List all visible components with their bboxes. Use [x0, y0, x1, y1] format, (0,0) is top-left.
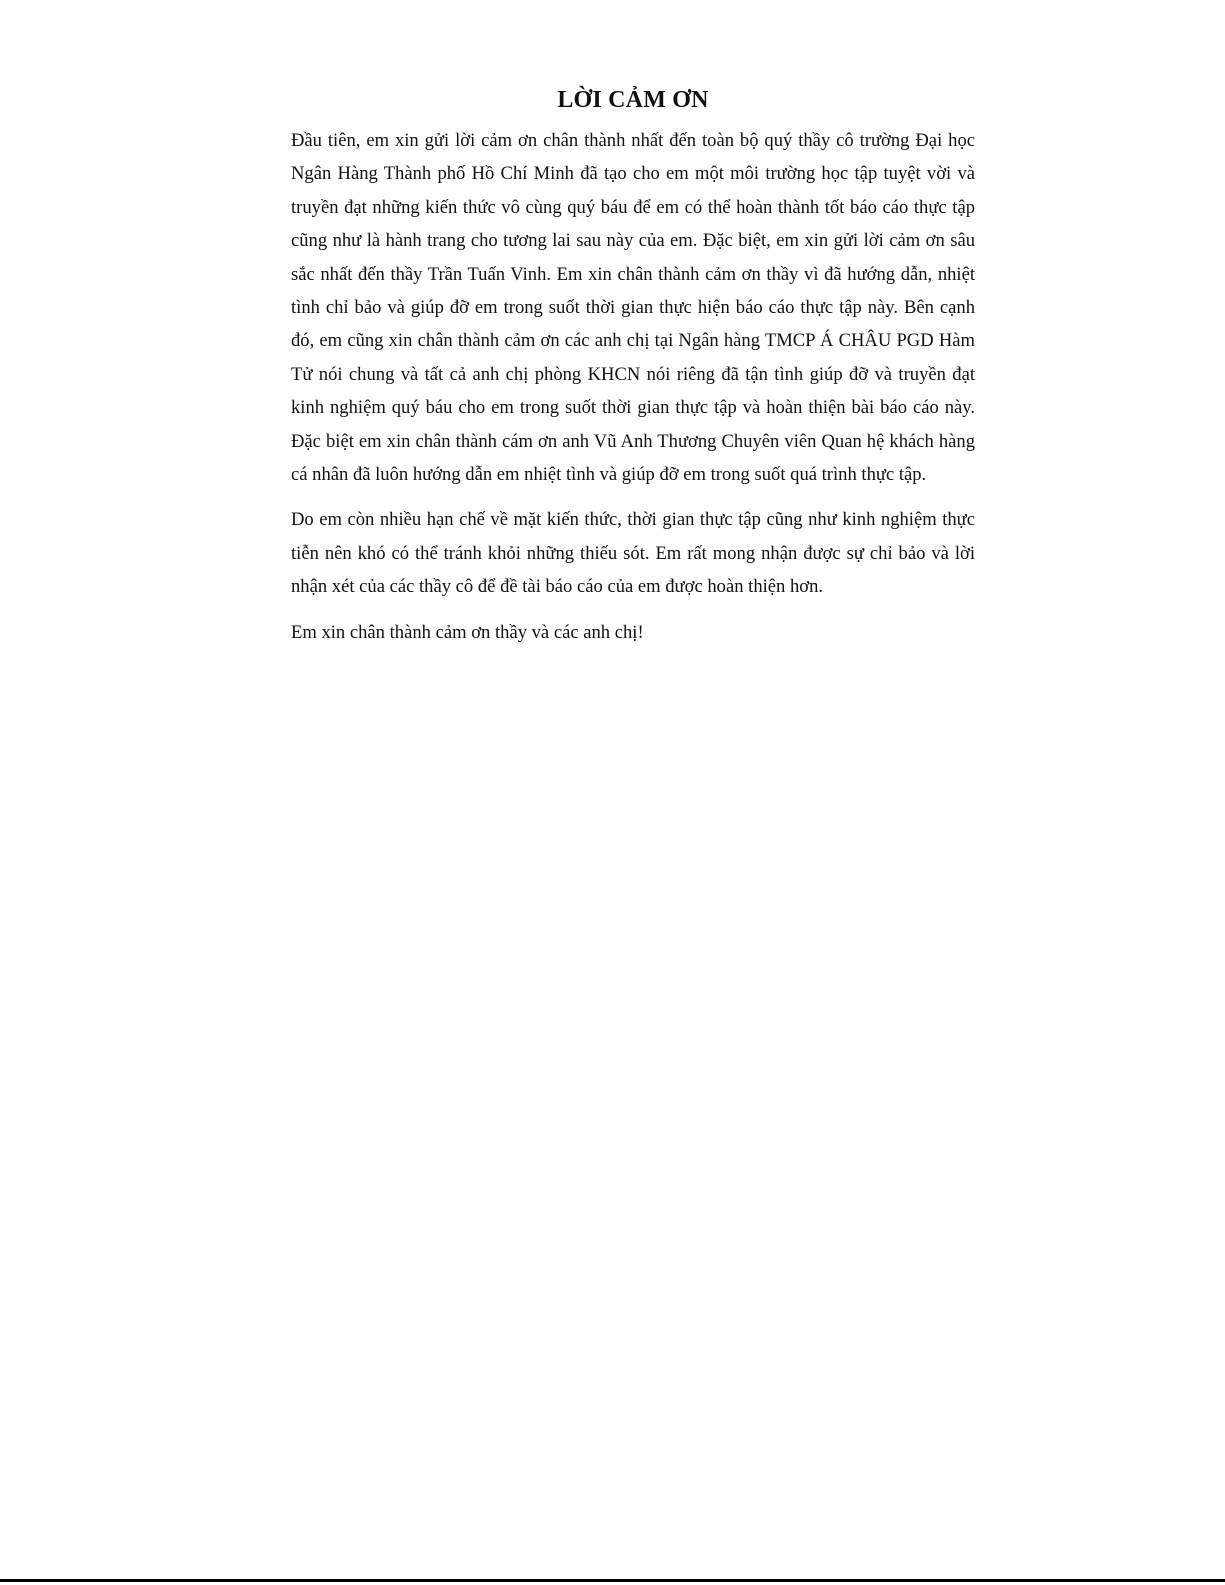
paragraph-acknowledgement: Đầu tiên, em xin gửi lời cảm ơn chân thành nhất đến toàn bộ quý thầy cô trường Đại học Ngân Hàng Thành phố Hồ Chí Minh đã tạo cho em một môi trường học tập tuyệt vời và truyền đạt những kiến thức vô cùng quý báu để em có thể hoàn thành tốt báo cáo thực tập cũng như là hành trang cho tương lai sau này của em. Đặc biệt, em xin gửi lời cảm ơn sâu sắc nhất đến thầy Trần Tuấn Vinh. Em xin chân thành cảm ơn thầy vì đã hướng dẫn, nhiệt tình chỉ bảo và giúp đỡ em trong suốt thời gian thực hiện báo cáo thực tập này. Bên cạnh đó, em cũng xin chân thành cảm ơn các anh chị tại Ngân hàng TMCP Á CHÂU PGD Hàm Tử nói chung và tất cả anh chị phòng KHCN nói riêng đã tận tình giúp đỡ và truyền đạt kinh nghiệm quý báu cho em trong suốt thời gian thực tập và hoàn thiện bài báo cáo này. Đặc biệt em xin chân thành cám ơn anh Vũ Anh Thương Chuyên viên Quan hệ khách hàng cá nhân đã luôn hướng dẫn em nhiệt tình và giúp đỡ em trong suốt quá trình thực tập. — [291, 130, 975, 486]
document-body — [291, 82, 975, 661]
page-bottom-border — [0, 1579, 1225, 1582]
paragraph-limitations: Do em còn nhiều hạn chế về mặt kiến thức, thời gian thực tập cũng như kinh nghiệm thực tiễn nên khó có thể tránh khỏi những thiếu sót. Em rất mong nhận được sự chỉ bảo và lời nhận xét của các thầy cô để đề tài báo cáo của em được hoàn thiện hơn. — [291, 509, 975, 598]
page-title: LỜI CẢM ƠN — [557, 87, 709, 113]
paragraph-closing: Em xin chân thành cảm ơn thầy và các anh chị! — [291, 621, 644, 643]
